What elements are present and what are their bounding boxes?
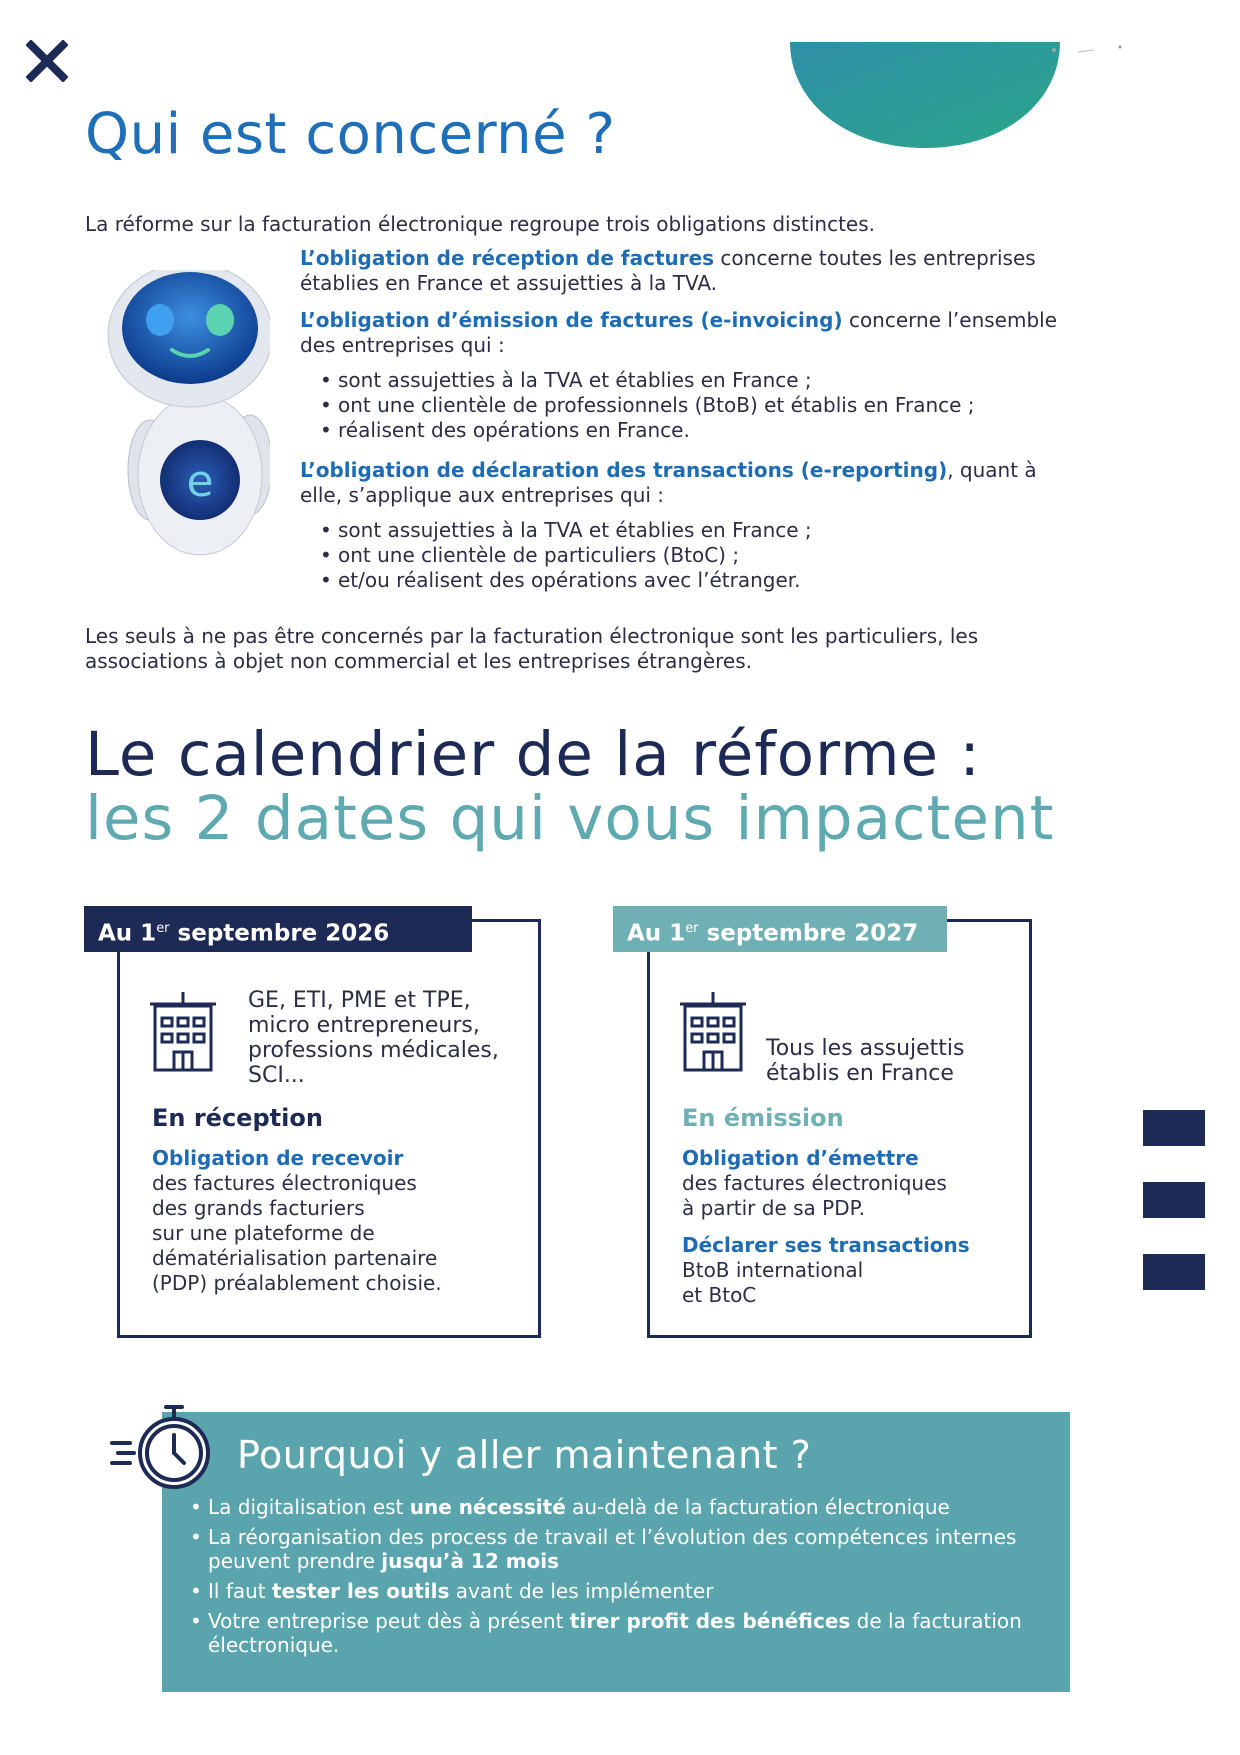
reception-obligation-text: concerne toutes les entreprises établies en France et assujetties à la TVA. [300, 246, 1036, 295]
emission-obligation-text: concerne l’ensemble des entreprises qui : [300, 308, 1058, 357]
list-item: • ont une clientèle de particuliers (BtoC) ; [320, 543, 1080, 568]
card1-section-title: En réception [152, 1104, 323, 1132]
card1-obligation-title: Obligation de recevoir [152, 1146, 404, 1170]
list-item: • La réorganisation des process de travail et l’évolution des compétences internes peuvent prendre jusqu’à 12 mois [190, 1525, 1050, 1573]
section-title-qui-est-concerne: Qui est concerné ? [85, 102, 616, 167]
robot-belly-letter: e [186, 456, 214, 507]
card1-details: En réception Obligation de recevoir des factures électroniques des grands facturiers sur une plateforme de dématérialisation partenaire (PDP) préalablement choisie. [152, 1104, 522, 1296]
list-item: • sont assujetties à la TVA et établies en France ; [320, 368, 1080, 393]
list-item: • ont une clientèle de professionnels (BtoB) et établis en France ; [320, 393, 1080, 418]
declaration-obligation-text: , quant à elle, s’applique aux entreprises qui : [300, 458, 1037, 507]
decorative-bar [1143, 1110, 1205, 1146]
why-now-list [190, 1495, 1050, 1663]
decorative-bar [1143, 1254, 1205, 1290]
robot-mascot-icon [90, 270, 270, 560]
emission-criteria-list [320, 368, 1080, 443]
conclusion-paragraph: Les seuls à ne pas être concernés par la facturation électronique sont les particuliers, les associations à objet non commercial et les entreprises étrangères. [85, 624, 979, 673]
list-item: • réalisent des opérations en France. [320, 418, 1080, 443]
office-building-icon [680, 990, 746, 1074]
declaration-obligation-block [300, 458, 1080, 593]
list-item: • Il faut tester les outils avant de les implémenter [190, 1579, 1050, 1603]
declaration-criteria-list [320, 518, 1080, 593]
stopwatch-icon [110, 1395, 214, 1499]
calendar-subtitle: les 2 dates qui vous impactent [85, 783, 1055, 854]
tag-date-2027: Au 1er septembre 2027 [613, 906, 947, 952]
card2-obligation-title: Obligation d’émettre [682, 1146, 919, 1170]
tag-date-2026: Au 1er septembre 2026 [84, 906, 472, 952]
close-x-icon [26, 40, 68, 82]
emission-obligation-block [300, 308, 1080, 443]
card1-beneficiaries: GE, ETI, PME et TPE, micro entrepreneurs, professions médicales, SCI... [248, 988, 499, 1088]
reception-obligation-title: L’obligation de réception de factures [300, 246, 715, 270]
list-item: • Votre entreprise peut dès à présent tirer profit des bénéfices de la facturation électronique. [190, 1609, 1050, 1657]
reception-obligation-block [300, 246, 1080, 296]
decorative-bar [1143, 1182, 1205, 1218]
card2-beneficiaries: Tous les assujettis établis en France [766, 1036, 965, 1086]
card2-section-title: En émission [682, 1104, 844, 1132]
card2-details: En émission Obligation d’émettre des factures électroniques à partir de sa PDP. Déclarer ses transactions BtoB international et BtoC [682, 1104, 1012, 1308]
scan-speck-decoration [1050, 44, 1130, 58]
list-item: • et/ou réalisent des opérations avec l’étranger. [320, 568, 1080, 593]
teal-half-circle-decoration [790, 40, 1060, 152]
why-now-title: Pourquoi y aller maintenant ? [237, 1433, 812, 1477]
emission-obligation-title: L’obligation d’émission de factures (e-invoicing) [300, 308, 843, 332]
card2-declaration-title: Déclarer ses transactions [682, 1233, 970, 1257]
list-item: • La digitalisation est une nécessité au-delà de la facturation électronique [190, 1495, 1050, 1519]
calendar-title: Le calendrier de la réforme : [85, 719, 981, 790]
declaration-obligation-title: L’obligation de déclaration des transactions (e-reporting) [300, 458, 948, 482]
intro-paragraph: La réforme sur la facturation électronique regroupe trois obligations distinctes. [85, 212, 876, 236]
office-building-icon [150, 990, 216, 1074]
list-item: • sont assujetties à la TVA et établies en France ; [320, 518, 1080, 543]
